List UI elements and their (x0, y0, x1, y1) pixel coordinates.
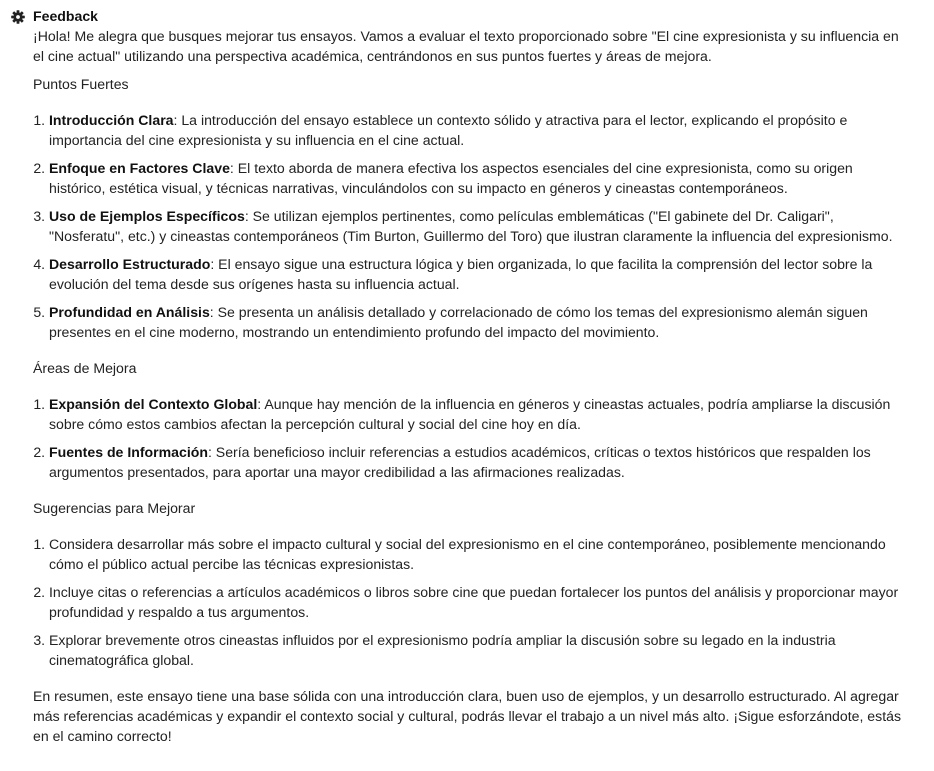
item-title: Introducción Clara (49, 112, 174, 128)
summary-text: En resumen, este ensayo tiene una base sólida con una introducción clara, buen uso de ejemplos, y un desarrollo estructurado. Al agregar más referencias académicas y expandir el contexto social y cultural, podrás llevar el trabajo a un nivel más alto. ¡Sigue esforzándote, estás en el camino correcto! (33, 688, 901, 744)
intro-text: ¡Hola! Me alegra que busques mejorar tus ensayos. Vamos a evaluar el texto proporcionado sobre "El cine expresionista y su influencia en el cine actual" utilizando una perspectiva académica, centrándonos en sus puntos fuertes y áreas de mejora. (33, 28, 899, 64)
item-title: Profundidad en Análisis (49, 304, 210, 320)
list-item (49, 302, 906, 342)
item-text: : Aunque hay mención de la influencia en géneros y cineastas actuales, podría ampliarse la discusión sobre cómo estos cambios afectan la percepción cultural y social del cine hoy en día. (49, 396, 891, 432)
strengths-heading: Puntos Fuertes (33, 76, 129, 92)
item-title: Expansión del Contexto Global (49, 396, 258, 412)
improvements-heading: Áreas de Mejora (33, 360, 137, 376)
item-text: : El texto aborda de manera efectiva los aspectos esenciales del cine expresionista, como su origen histórico, estética visual, y técnicas narrativas, vinculándolos con su impacto en géneros y cineastas contemporáneos. (49, 160, 853, 196)
list-item (49, 254, 906, 294)
item-title: Enfoque en Factores Clave (49, 160, 230, 176)
item-title: Uso de Ejemplos Específicos (49, 208, 245, 224)
list-item: 2. Incluye citas o referencias a artículos académicos o libros sobre cine que puedan fortalecer los puntos del análisis y proporcionar mayor profundidad y respaldo a tus argumentos. (49, 582, 906, 622)
improvements-list (33, 394, 906, 482)
suggestions-list (33, 534, 906, 670)
list-item (49, 206, 906, 246)
list-item (49, 442, 906, 482)
suggestions-heading: Sugerencias para Mejorar (33, 500, 196, 516)
item-text: : Se presenta un análisis detallado y correlacionado de cómo los temas del expresionismo alemán siguen presentes en el cine moderno, mostrando un entendimiento profundo del impacto del movimiento. (49, 304, 868, 340)
list-item (49, 110, 906, 150)
item-text: : El ensayo sigue una estructura lógica y bien organizada, lo que facilita la comprensión del lector sobre la evolución del tema desde sus orígenes hasta su influencia actual. (49, 256, 873, 292)
item-title: Fuentes de Información (49, 444, 208, 460)
strengths-list (33, 110, 906, 342)
item-title: Desarrollo Estructurado (49, 256, 211, 272)
gear-icon (11, 9, 25, 23)
feedback-title: Feedback (33, 8, 99, 24)
list-item: 1. Considera desarrollar más sobre el impacto cultural y social del expresionismo en el cine contemporáneo, posiblemente mencionando cómo el público actual percibe las técnicas expresionistas. (49, 534, 906, 574)
item-text: : Sería beneficioso incluir referencias a estudios académicos, críticas o textos históricos que respalden los argumentos presentados, para aportar una mayor credibilidad a las afirmaciones realizadas. (49, 444, 871, 480)
item-text: : Se utilizan ejemplos pertinentes, como películas emblemáticas ("El gabinete del Dr. Caligari", "Nosferatu", etc.) y cineastas contemporáneos (Tim Burton, Guillermo del Toro) que ilustran claramente la influencia del expresionismo. (49, 208, 893, 244)
feedback-header (11, 6, 906, 26)
item-text: : La introducción del ensayo establece un contexto sólido y atractiva para el lector, explicando el propósito e importancia del cine expresionista y su influencia en el cine actual. (49, 112, 848, 148)
list-item (49, 394, 906, 434)
list-item (49, 158, 906, 198)
list-item: 3. Explorar brevemente otros cineastas influidos por el expresionismo podría ampliar la discusión sobre su legado en la industria cinematográfica global. (49, 630, 906, 670)
